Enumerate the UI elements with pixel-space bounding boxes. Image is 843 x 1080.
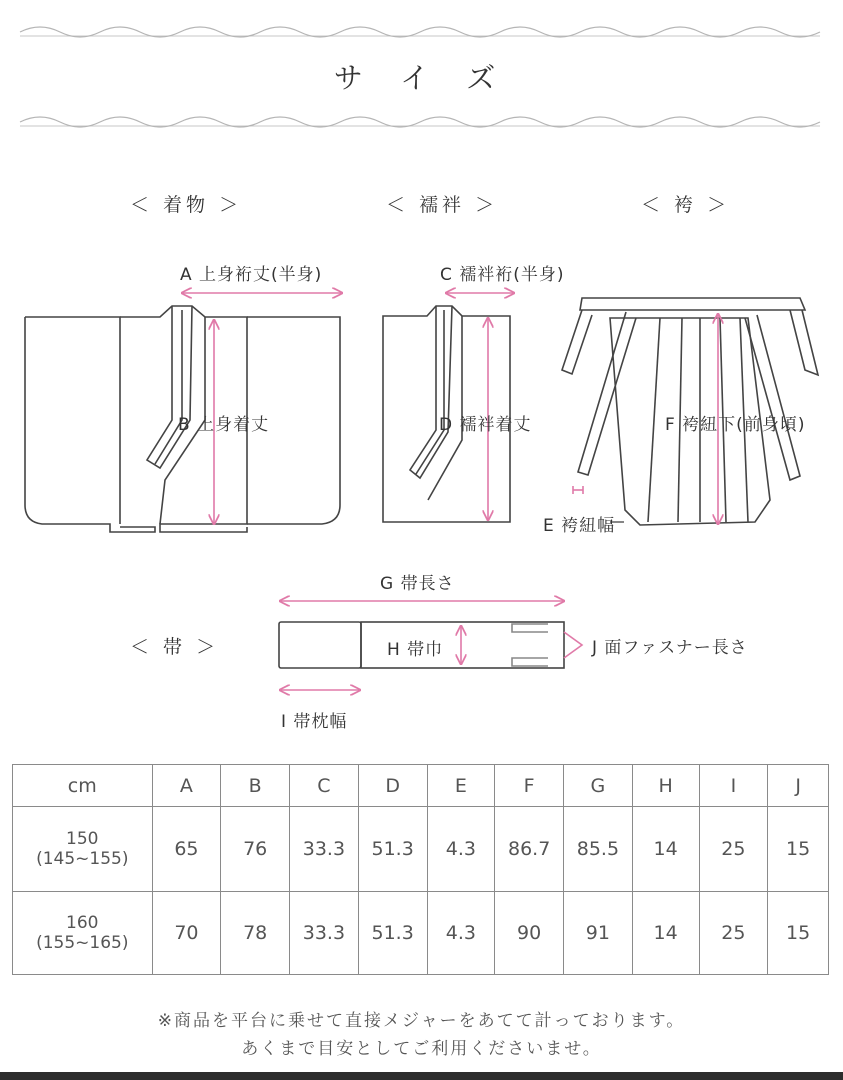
value-cell: 65 [152, 807, 221, 892]
label-b: B 上身着丈 [178, 415, 270, 435]
value-cell: 91 [564, 892, 633, 975]
page-title: サ イ ズ [333, 61, 510, 95]
label-g: G 帯長さ [380, 574, 455, 594]
header-cell: A [152, 765, 221, 807]
header-cell: B [221, 765, 290, 807]
size-table [12, 764, 829, 975]
size-range: (145~155) [36, 849, 129, 869]
label-d: D 襦袢着丈 [439, 415, 532, 435]
label-f: F 袴紐下(前身頃) [665, 415, 806, 435]
header-cell: G [564, 765, 633, 807]
value-cell: 86.7 [495, 807, 564, 892]
value-cell: 4.3 [427, 807, 495, 892]
note-line-1: ※商品を平台に乗せて直接メジャーをあてて計っております。 [157, 1011, 686, 1031]
value-cell: 25 [699, 892, 768, 975]
size-cell [13, 807, 153, 892]
header-cell: H [632, 765, 699, 807]
label-i: I 帯枕幅 [281, 712, 348, 732]
header-cell: E [427, 765, 495, 807]
value-cell: 70 [152, 892, 221, 975]
value-cell: 51.3 [358, 807, 427, 892]
value-cell: 90 [495, 892, 564, 975]
value-cell: 33.3 [290, 892, 359, 975]
table-row [13, 892, 829, 975]
size-value: 160 [66, 913, 99, 933]
juban-measures [446, 293, 514, 520]
label-c: C 襦袢裄(半身) [440, 265, 565, 285]
value-cell: 4.3 [427, 892, 495, 975]
value-cell: 15 [768, 807, 829, 892]
value-cell: 76 [221, 807, 290, 892]
value-cell: 78 [221, 892, 290, 975]
size-cell [13, 892, 153, 975]
value-cell: 15 [768, 892, 829, 975]
section-juban: ＜ 襦袢 ＞ [386, 194, 499, 216]
header-cell: F [495, 765, 564, 807]
label-e: E 袴紐幅 [543, 516, 616, 536]
note-line-2: あくまで目安としてご利用くださいませ。 [241, 1039, 602, 1059]
section-obi: ＜ 帯 ＞ [130, 636, 220, 658]
value-cell: 25 [699, 807, 768, 892]
size-value: 150 [66, 829, 99, 849]
header-cell: I [699, 765, 768, 807]
value-cell: 85.5 [564, 807, 633, 892]
table-row [13, 807, 829, 892]
bottom-strip [0, 1072, 843, 1080]
value-cell: 14 [632, 892, 699, 975]
value-cell: 33.3 [290, 807, 359, 892]
value-cell: 14 [632, 807, 699, 892]
section-kimono: ＜ 着物 ＞ [130, 194, 243, 216]
header-cell: J [768, 765, 829, 807]
label-h: H 帯巾 [387, 640, 444, 660]
value-cell: 51.3 [358, 892, 427, 975]
header-cell: C [290, 765, 359, 807]
table-header-row [13, 765, 829, 807]
header-cell: cm [13, 765, 153, 807]
size-range: (155~165) [36, 933, 129, 953]
header-cell: D [358, 765, 427, 807]
label-j: J 面ファスナー長さ [592, 638, 748, 658]
label-a: A 上身裄丈(半身) [180, 265, 323, 285]
section-hakama: ＜ 袴 ＞ [641, 194, 731, 216]
